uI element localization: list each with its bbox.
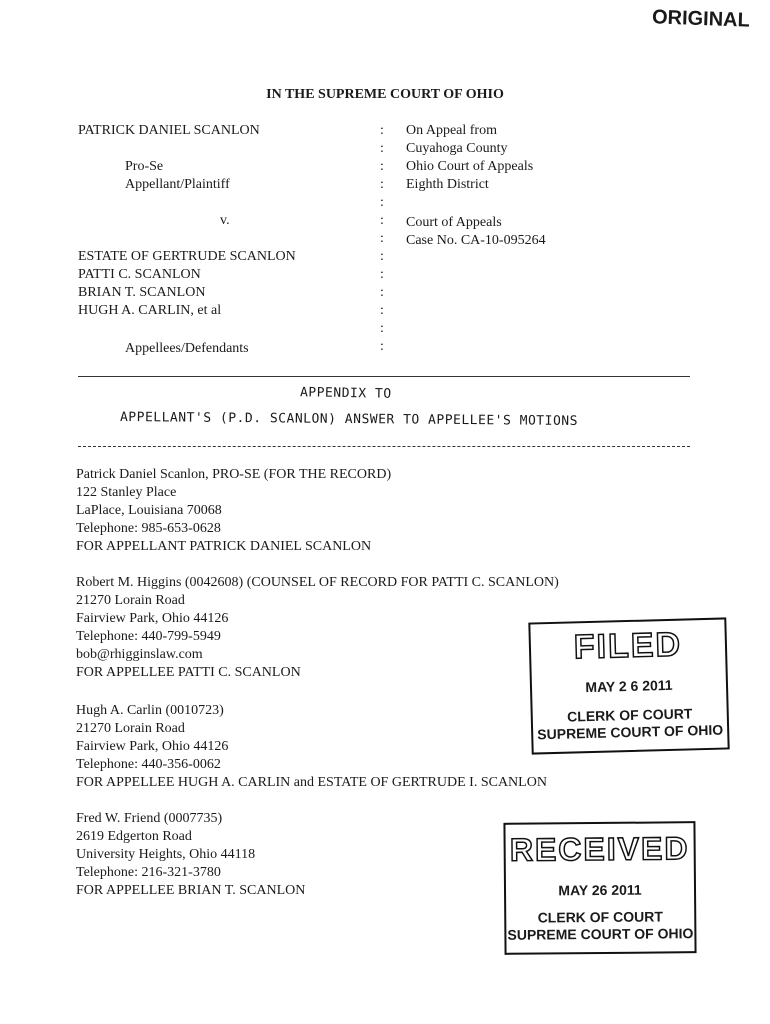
handwritten-title-line2: APPELLANT'S (P.D. SCANLON) ANSWER TO APPELLEE'S MOTIONS xyxy=(119,410,579,429)
caption-colon-column: : : : : : : : : : : : : : xyxy=(380,123,384,354)
defendant-name: ESTATE OF GERTRUDE SCANLON xyxy=(78,249,296,264)
party-line: FOR APPELLEE HUGH A. CARLIN and ESTATE OF GERTRUDE I. SCANLON xyxy=(76,775,547,790)
party-line: 2619 Edgerton Road xyxy=(76,829,192,844)
received-stamp-title: RECEIVED xyxy=(509,830,690,868)
divider-top xyxy=(78,376,690,377)
party-line: Fairview Park, Ohio 44126 xyxy=(76,739,229,754)
handwritten-title-line1: APPENDIX TO xyxy=(299,385,392,402)
party-line: Telephone: 216-321-3780 xyxy=(76,865,221,880)
party-line: bob@rhigginslaw.com xyxy=(76,647,203,662)
party-line: 21270 Lorain Road xyxy=(76,721,185,736)
party-line: FOR APPELLANT PATRICK DANIEL SCANLON xyxy=(76,539,372,554)
party-line: Hugh A. Carlin (0010723) xyxy=(76,703,224,718)
filed-stamp-title: FILED xyxy=(573,625,683,667)
defendants-role: Appellees/Defendants xyxy=(125,341,249,356)
defendants-list xyxy=(78,248,296,320)
received-stamp-clerk: CLERK OF COURT xyxy=(537,908,663,926)
party-block-friend xyxy=(76,810,305,900)
party-block-carlin xyxy=(76,702,547,792)
party-line: FOR APPELLEE PATTI C. SCANLON xyxy=(76,665,301,680)
case-info-line: Court of Appeals xyxy=(406,215,502,230)
party-line: Fairview Park, Ohio 44126 xyxy=(76,611,229,626)
received-stamp-date: MAY 26 2011 xyxy=(558,881,642,899)
defendant-name: HUGH A. CARLIN, et al xyxy=(78,303,222,318)
plaintiff-role-prose: Pro-Se xyxy=(125,159,164,174)
party-block-higgins xyxy=(76,574,559,682)
appeal-info xyxy=(406,122,533,194)
party-block-appellant xyxy=(76,466,391,556)
versus: v. xyxy=(220,213,230,228)
party-line: Fred W. Friend (0007735) xyxy=(76,811,223,826)
defendant-name: PATTI C. SCANLON xyxy=(78,267,201,282)
party-line: 21270 Lorain Road xyxy=(76,593,185,608)
received-stamp-court: SUPREME COURT OF OHIO xyxy=(507,925,694,943)
case-info-line: Case No. CA-10-095264 xyxy=(406,233,546,248)
court-title: IN THE SUPREME COURT OF OHIO xyxy=(266,87,504,102)
party-line: Telephone: 985-653-0628 xyxy=(76,521,221,536)
appeal-info-line: Ohio Court of Appeals xyxy=(406,159,534,174)
party-line: Telephone: 440-356-0062 xyxy=(76,757,221,772)
filed-stamp-clerk: CLERK OF COURT xyxy=(566,705,693,725)
appeal-info-line: Cuyahoga County xyxy=(406,141,508,156)
filed-stamp xyxy=(528,617,729,754)
case-info xyxy=(406,214,546,250)
appeal-info-line: Eighth District xyxy=(406,177,489,192)
party-line: LaPlace, Louisiana 70068 xyxy=(76,503,222,518)
defendant-name: BRIAN T. SCANLON xyxy=(78,285,206,300)
party-line: University Heights, Ohio 44118 xyxy=(76,847,256,862)
party-line: 122 Stanley Place xyxy=(76,485,177,500)
filed-stamp-court: SUPREME COURT OF OHIO xyxy=(537,721,724,743)
received-stamp xyxy=(503,821,696,955)
party-line: FOR APPELLEE BRIAN T. SCANLON xyxy=(76,883,306,898)
divider-bottom xyxy=(78,446,690,447)
filed-stamp-date: MAY 2 6 2011 xyxy=(585,676,673,696)
party-line: Robert M. Higgins (0042608) (COUNSEL OF RECORD FOR PATTI C. SCANLON) xyxy=(76,575,559,590)
original-mark: ORIGINAL xyxy=(651,6,751,32)
plaintiff-role: Appellant/Plaintiff xyxy=(125,177,230,192)
party-line: Patrick Daniel Scanlon, PRO-SE (FOR THE RECORD) xyxy=(76,467,392,482)
plaintiff-name: PATRICK DANIEL SCANLON xyxy=(78,123,260,138)
party-line: Telephone: 440-799-5949 xyxy=(76,629,221,644)
appeal-info-line: On Appeal from xyxy=(406,123,497,138)
